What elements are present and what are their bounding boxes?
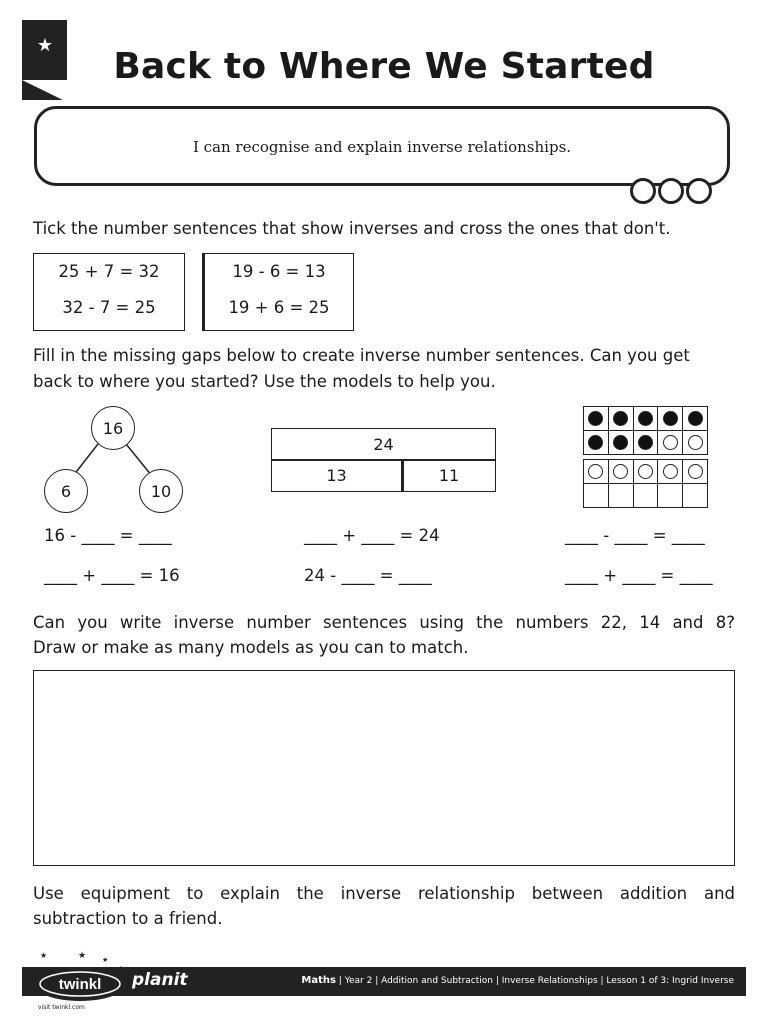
ten-frame-cell [608, 430, 634, 455]
svg-text:★: ★ [40, 951, 48, 960]
filled-counter [588, 435, 603, 450]
twinkl-logo [28, 950, 138, 1008]
ten-frame-cell [633, 483, 659, 508]
empty-counter [688, 464, 703, 479]
ten-frame-cell [682, 459, 708, 484]
svg-text:★: ★ [78, 951, 87, 961]
objective-text: I can recognise and explain inverse relationships. [192, 138, 572, 156]
answer-box[interactable] [33, 670, 735, 866]
ring-decoration [630, 178, 656, 204]
sentence-box-1 [33, 253, 185, 331]
ten-frame-cell [682, 430, 708, 455]
footer-details: | Year 2 | Addition and Subtraction | Inverse Relationships | Lesson 1 of 3: Ingrid Inverse [335, 976, 734, 986]
question2-instruction-line2: back to where you started? Use the models to help you. [33, 372, 496, 391]
bar-model-part: 13 [271, 459, 404, 492]
svg-text:★: ★ [118, 965, 124, 972]
ten-frame-cell [583, 430, 609, 455]
sentence: 19 - 6 = 13 [232, 262, 326, 281]
ten-frame-cell [583, 459, 609, 484]
filled-counter [663, 411, 678, 426]
ten-frame-cell [583, 483, 609, 508]
ten-frame-cell [657, 459, 683, 484]
filled-counter [688, 411, 703, 426]
part-whole-part: 10 [139, 469, 183, 513]
ring-decoration [686, 178, 712, 204]
part-whole-part: 6 [44, 469, 88, 513]
star-icon: ★ [36, 35, 54, 56]
filled-counter [638, 435, 653, 450]
question3-line2: Draw or make as many models as you can to match. [33, 638, 469, 657]
ten-frame-cell [657, 430, 683, 455]
ten-frame-cell [633, 406, 659, 431]
ring-decoration [658, 178, 684, 204]
sentence: 19 + 6 = 25 [228, 298, 330, 317]
sentence-blank[interactable]: ____ + ____ = 16 [44, 566, 180, 585]
sentence: 25 + 7 = 32 [58, 262, 160, 281]
empty-counter [663, 435, 678, 450]
sentence-box-2 [202, 253, 354, 331]
sentence-blank[interactable]: ____ + ____ = ____ [565, 566, 713, 585]
empty-counter [663, 464, 678, 479]
ten-frame-cell [583, 406, 609, 431]
ten-frame-1 [583, 406, 707, 454]
filled-counter [638, 411, 653, 426]
ten-frame-cell [682, 483, 708, 508]
ten-frame-cell [608, 406, 634, 431]
bar-model-part: 11 [402, 459, 496, 492]
ten-frame-cell [633, 459, 659, 484]
question2-instruction-line1: Fill in the missing gaps below to create inverse number sentences. Can you get [33, 346, 690, 365]
empty-counter [638, 464, 653, 479]
ten-frame-2 [583, 459, 707, 507]
ten-frame-cell [608, 459, 634, 484]
question4-line1: Use equipment to explain the inverse relationship between addition and [33, 884, 735, 903]
ten-frame-cell [657, 406, 683, 431]
ten-frame-cell [682, 406, 708, 431]
filled-counter [613, 411, 628, 426]
footer-subject: Maths [301, 975, 336, 986]
sentence-blank[interactable]: 16 - ____ = ____ [44, 526, 172, 545]
ten-frame-cell [633, 430, 659, 455]
footer-text [301, 975, 734, 986]
sentence-blank[interactable]: ____ + ____ = 24 [304, 526, 440, 545]
empty-counter [688, 435, 703, 450]
sentence-blank[interactable]: 24 - ____ = ____ [304, 566, 432, 585]
question1-instruction: Tick the number sentences that show inverses and cross the ones that don't. [33, 219, 671, 238]
ten-frame-cell [608, 483, 634, 508]
empty-counter [588, 464, 603, 479]
bar-model-whole: 24 [271, 428, 496, 461]
question3-line1: Can you write inverse number sentences using the numbers 22, 14 and 8? [33, 613, 735, 632]
sentence-blank[interactable]: ____ - ____ = ____ [565, 526, 705, 545]
svg-text:★: ★ [32, 967, 38, 974]
filled-counter [613, 435, 628, 450]
visit-link[interactable]: visit twinkl.com [38, 1004, 85, 1011]
sentence: 32 - 7 = 25 [62, 298, 156, 317]
question4-line2: subtraction to a friend. [33, 909, 223, 928]
part-whole-whole: 16 [91, 406, 135, 450]
empty-counter [613, 464, 628, 479]
svg-text:twinkl: twinkl [58, 976, 102, 993]
filled-counter [588, 411, 603, 426]
svg-text:★: ★ [102, 956, 109, 964]
planit-logo: planit [132, 970, 188, 990]
ten-frame-cell [657, 483, 683, 508]
page-title: Back to Where We Started [113, 46, 655, 87]
bar-model [271, 428, 496, 492]
